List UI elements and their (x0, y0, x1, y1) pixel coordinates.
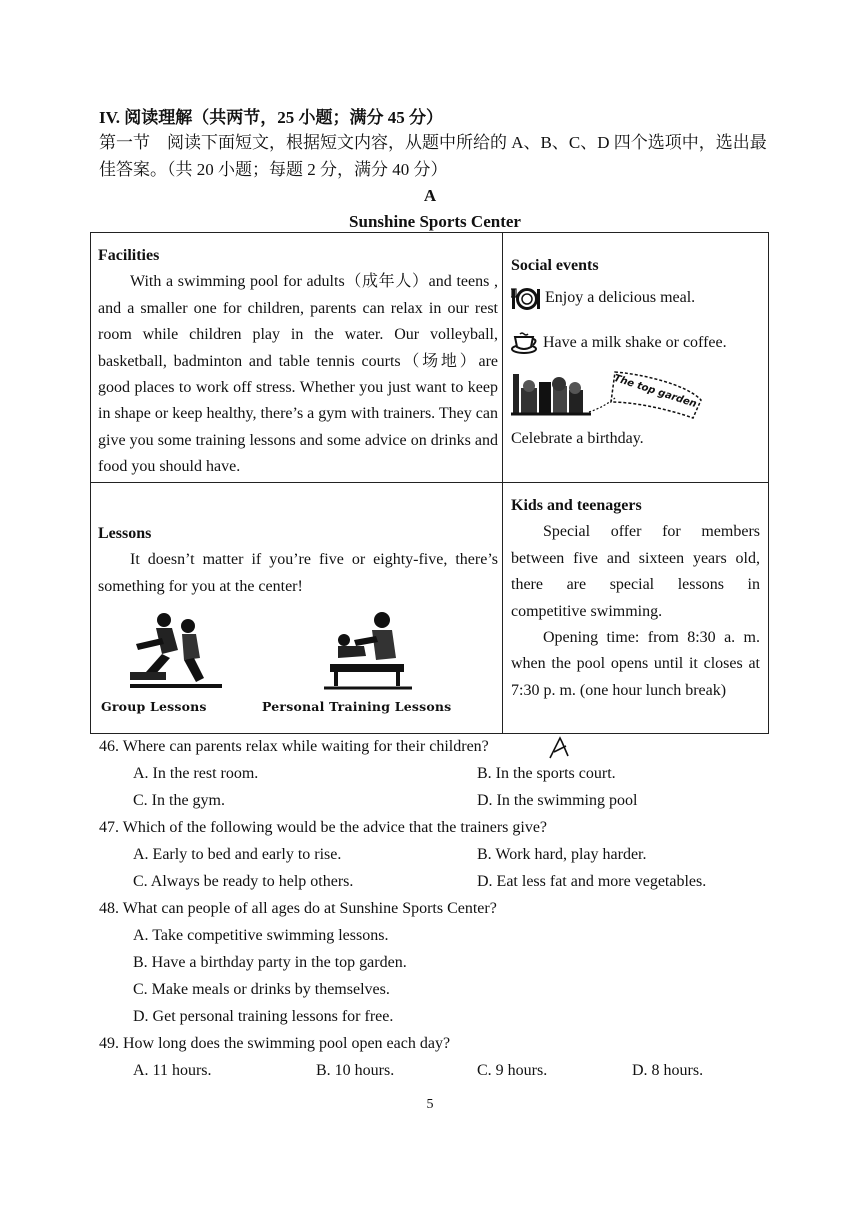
question-46 (99, 738, 489, 756)
social-event-drink-text: Have a milk shake or coffee. (543, 333, 727, 351)
question-text: Which of the following would be the advice that the trainers give? (122, 819, 548, 836)
section-title: IV. 阅读理解（共两节，25 小题；满分 45 分） (99, 108, 443, 127)
plate-cutlery-icon (511, 287, 541, 311)
question-47 (99, 819, 547, 837)
social-event-meal-text: Enjoy a delicious meal. (545, 289, 696, 307)
instructions: 第一节 阅读下面短文，根据短文内容，从题中所给的 A、B、C、D 四个选项中，选出最佳答案。（共 20 小题；每题 2 分，满分 40 分） (99, 133, 767, 179)
kids-heading: Kids and teenagers (511, 497, 642, 514)
social-event-drink (511, 330, 760, 356)
personal-training-caption: Personal Training Lessons (262, 699, 452, 715)
lessons-cell (91, 483, 503, 733)
page-number: 5 (426, 1097, 434, 1112)
option-48-d: D. Get personal training lessons for free. (133, 1008, 394, 1025)
social-event-birthday-text: Celebrate a birthday. (511, 430, 644, 448)
passage-table (90, 232, 769, 734)
lessons-text: It doesn’t matter if you’re five or eighty-five, there’s something for you at the center! (98, 551, 498, 595)
question-number: 47. (99, 819, 119, 836)
question-text: Where can parents relax while waiting for their children? (122, 738, 489, 755)
option-48-a: A. Take competitive swimming lessons. (133, 927, 389, 944)
option-46-a: A. In the rest room. (133, 765, 259, 782)
option-47-a: A. Early to bed and early to rise. (133, 846, 342, 863)
pencil-mark-icon (548, 736, 570, 760)
option-47-d: D. Eat less fat and more vegetables. (477, 873, 707, 890)
personal-training-icon (324, 610, 414, 692)
passage-title: Sunshine Sports Center (349, 212, 521, 231)
option-49-b: B. 10 hours. (316, 1062, 395, 1079)
social-events-cell (503, 233, 768, 483)
part-letter: A (423, 186, 437, 205)
kids-opening-text: Opening time: from 8:30 a. m. when the pool opens until it closes at 7:30 p. m. (one hour lunch break) (511, 629, 760, 699)
question-number: 46. (99, 738, 119, 755)
social-event-meal (511, 285, 760, 311)
facilities-cell (91, 233, 503, 483)
question-number: 49. (99, 1035, 119, 1052)
question-49 (99, 1035, 450, 1053)
facilities-heading: Facilities (98, 247, 160, 264)
option-47-c: C. Always be ready to help others. (133, 873, 354, 890)
option-48-c: C. Make meals or drinks by themselves. (133, 981, 390, 998)
question-text: What can people of all ages do at Sunshine Sports Center? (122, 900, 497, 917)
group-lessons-icon (126, 610, 226, 692)
facilities-text: With a swimming pool for adults（成年人）and teens , and a smaller one for children, parents can relax in our rest room while children play in the water. Our volleyball, basketball, badminton and table tennis courts（场地）are good places to work off stress. Whether you just want to keep in shape or keep healthy, there’s a gym with trainers. They can give you some training lessons and some advice on drinks and food you should have. (98, 273, 498, 476)
option-46-c: C. In the gym. (133, 792, 225, 809)
social-events-heading: Social events (511, 257, 599, 274)
lessons-illustrations (98, 610, 498, 720)
option-49-a: A. 11 hours. (133, 1062, 212, 1079)
lessons-heading: Lessons (98, 525, 152, 542)
question-number: 48. (99, 900, 119, 917)
kids-offer-text: Special offer for members between five and sixteen years old, there are special lessons in competitive swimming. (511, 523, 760, 620)
garden-illustration (511, 364, 760, 426)
garden-sign-text: The top garden (612, 373, 698, 411)
group-lessons-caption: Group Lessons (101, 699, 207, 715)
option-47-b: B. Work hard, play harder. (477, 846, 647, 863)
question-text: How long does the swimming pool open each day? (123, 1035, 451, 1052)
option-49-d: D. 8 hours. (632, 1062, 704, 1079)
coffee-cup-icon (511, 332, 539, 354)
option-49-c: C. 9 hours. (477, 1062, 548, 1079)
kids-cell (503, 483, 768, 733)
option-46-b: B. In the sports court. (477, 765, 616, 782)
question-48 (99, 900, 497, 918)
option-46-d: D. In the swimming pool (477, 792, 638, 809)
option-48-b: B. Have a birthday party in the top garden. (133, 954, 407, 971)
